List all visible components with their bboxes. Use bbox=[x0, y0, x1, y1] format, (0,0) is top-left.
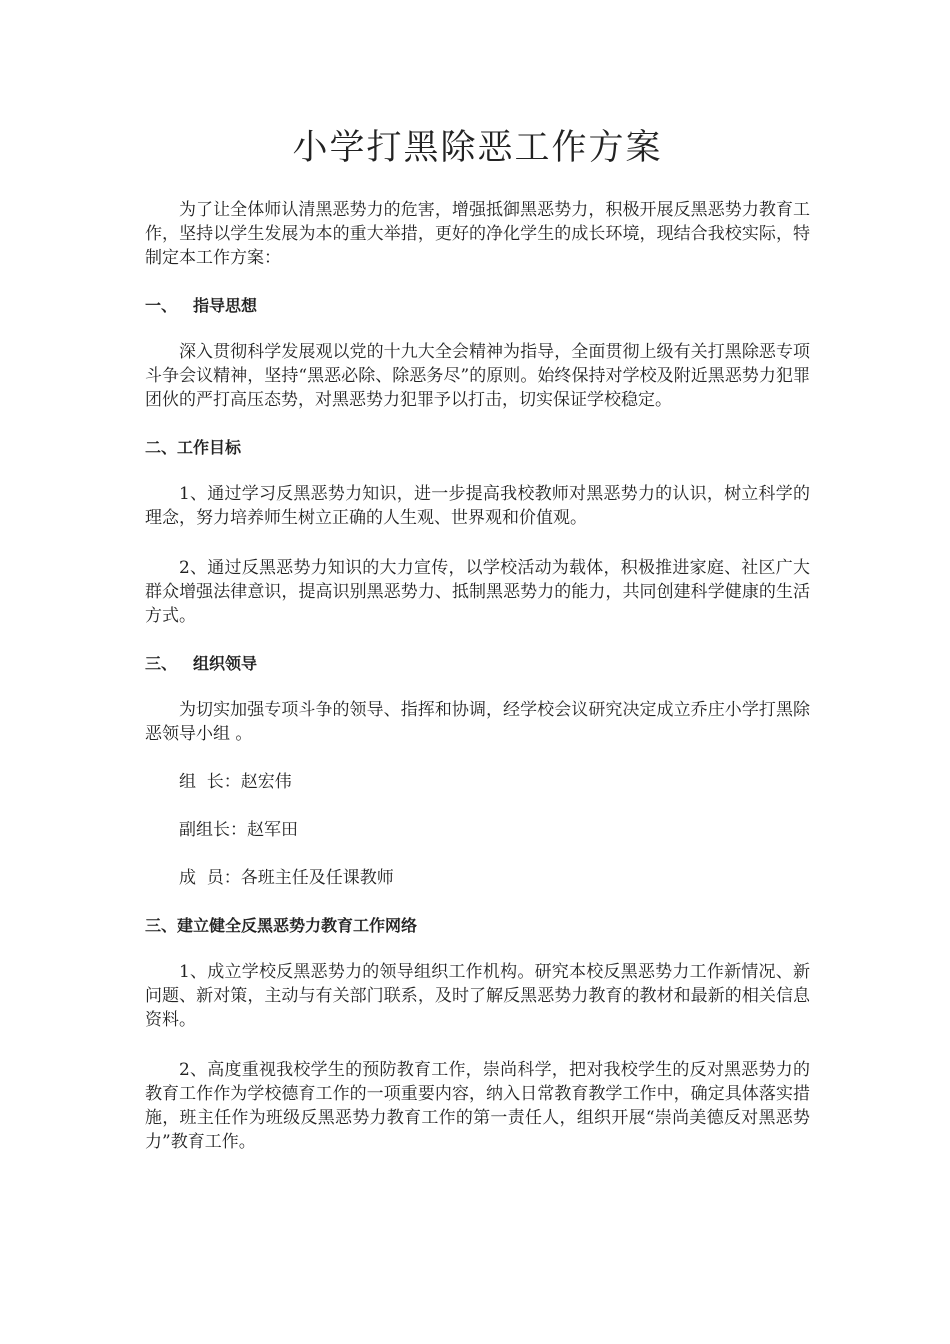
section-heading-work-goals bbox=[145, 436, 810, 460]
section-paragraph: 2、通过反黑恶势力知识的大力宣传，以学校活动为载体，积极推进家庭、社区广大群众增强法律意识，提高识别黑恶势力、抵制黑恶势力的能力，共同创建科学健康的生活方式。 bbox=[145, 558, 810, 626]
section-heading-network bbox=[145, 914, 810, 938]
section-heading-guiding-thought bbox=[145, 294, 810, 318]
section-number: 一、 bbox=[145, 296, 178, 315]
section-paragraph: 深入贯彻科学发展观以党的十九大全会精神为指导，全面贯彻上级有关打黑除恶专项斗争会议精神，坚持“黑恶必除、除恶务尽”的原则。始终保持对学校及附近黑恶势力犯罪团伙的严打高压态势，对黑恶势力犯罪予以打击，切实保证学校稳定。 bbox=[145, 342, 810, 410]
section-title: 建立健全反黑恶势力教育工作网络 bbox=[177, 916, 418, 935]
document-page bbox=[145, 120, 810, 1168]
member-members: 成 员：各班主任及任课教师 bbox=[179, 868, 394, 888]
section-paragraph: 为切实加强专项斗争的领导、指挥和协调，经学校会议研究决定成立乔庄小学打黑除恶领导小组 。 bbox=[145, 700, 810, 744]
section-title: 组织领导 bbox=[193, 654, 258, 673]
member-leader: 组 长：赵宏伟 bbox=[179, 772, 292, 792]
section-number: 三、 bbox=[145, 916, 178, 935]
section-number: 三、 bbox=[145, 654, 178, 673]
document-title: 小学打黑除恶工作方案 bbox=[292, 128, 663, 168]
section-heading-leadership bbox=[145, 652, 810, 676]
section-title: 工作目标 bbox=[177, 438, 242, 457]
member-deputy-leader: 副组长：赵军田 bbox=[179, 820, 298, 840]
section-number: 二、 bbox=[145, 438, 178, 457]
section-paragraph: 1、通过学习反黑恶势力知识，进一步提高我校教师对黑恶势力的认识，树立科学的理念，努力培养师生树立正确的人生观、世界观和价值观。 bbox=[145, 484, 810, 528]
section-title: 指导思想 bbox=[193, 296, 258, 315]
intro-paragraph: 为了让全体师认清黑恶势力的危害，增强抵御黑恶势力，积极开展反黑恶势力教育工作，坚持以学生发展为本的重大举措，更好的净化学生的成长环境，现结合我校实际，特制定本工作方案： bbox=[145, 200, 810, 268]
section-paragraph: 1、成立学校反黑恶势力的领导组织工作机构。研究本校反黑恶势力工作新情况、新问题、新对策，主动与有关部门联系，及时了解反黑恶势力教育的教材和最新的相关信息资料。 bbox=[145, 962, 810, 1030]
section-paragraph: 2、高度重视我校学生的预防教育工作，崇尚科学，把对我校学生的反对黑恶势力的教育工作作为学校德育工作的一项重要内容，纳入日常教育教学工作中，确定具体落实措施，班主任作为班级反黑恶势力教育工作的第一责任人，组织开展“崇尚美德反对黑恶势力”教育工作。 bbox=[145, 1060, 810, 1152]
